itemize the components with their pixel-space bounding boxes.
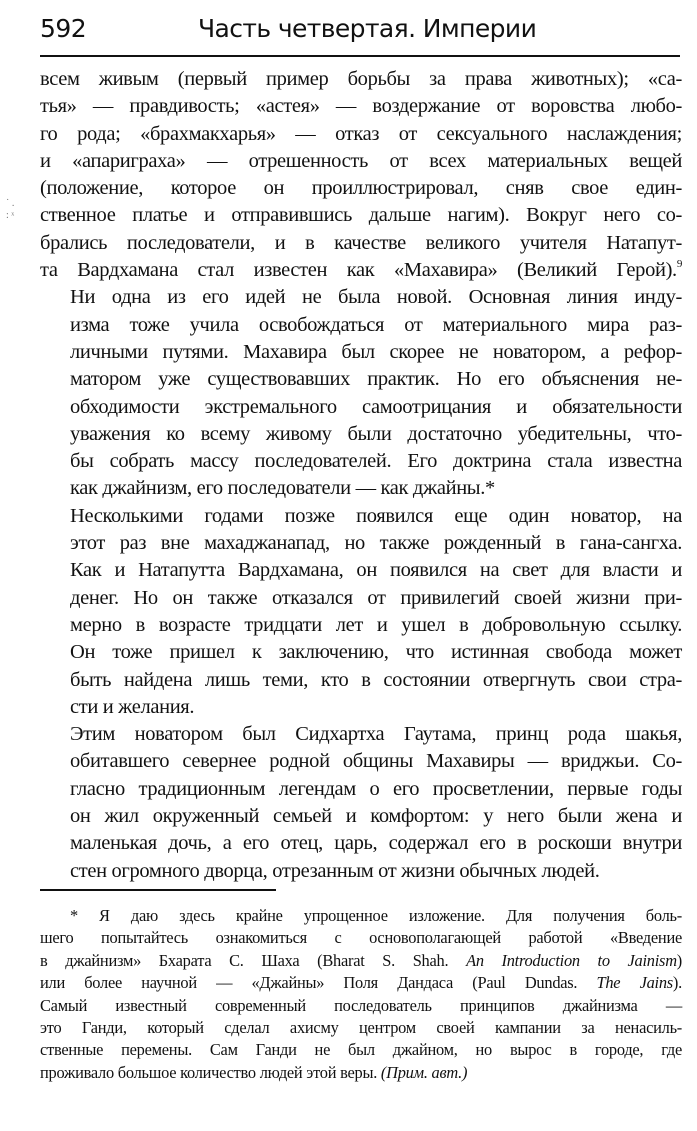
footnote-line xyxy=(40,972,682,994)
text-line: обитавшего севернее родной общины Махавиры — вриджьи. Со- xyxy=(70,750,682,773)
text-line: изма тоже учила освобождаться от материального мира раз- xyxy=(70,313,682,336)
text-line: Несколькими годами позже появился еще один новатор, на xyxy=(70,504,682,527)
endnote-reference: 9 xyxy=(676,258,682,271)
text-line: быть найдена лишь теми, кто в состоянии отвергнуть свои стра- xyxy=(70,668,682,691)
text-line: брались последователи, и в качестве великого учителя Натапут- xyxy=(40,231,682,254)
text-line: ственное платье и отправившись дальше нагим). Вокруг него со- xyxy=(40,204,682,227)
margin-scan-marks: ˙ . : ˣ xyxy=(6,198,15,221)
text-line: маленькая дочь, а его отец, царь, содержал его в роскоши внутри xyxy=(70,832,682,855)
text-line-content: та Вардхамана стал известен как «Махавира» (Великий Герой). xyxy=(40,259,677,282)
footnote-line: Самый известный современный последователь принципов джайнизма — xyxy=(40,995,682,1015)
text-line: Он тоже пришел к заключению, что истинная свобода может xyxy=(70,641,682,664)
text-line: сти и желания. xyxy=(70,695,195,718)
book-title: An Introduction to Jainism xyxy=(466,950,677,970)
text-line: личными путями. Махавира был скорее не новатором, а рефор- xyxy=(70,340,682,363)
paragraph-3 xyxy=(40,503,682,721)
footnote-line: шего попытайтесь ознакомиться с основополагающей работой «Введение xyxy=(40,928,682,948)
text-line: бы собрать массу последователей. Его доктрина стала известна xyxy=(70,450,682,473)
text-line: Этим новатором был Сидхартха Гаутама, принц рода шакья, xyxy=(70,723,682,746)
footnote-text: или более научной — «Джайны» Поля Дандаса (Paul Dundas. xyxy=(40,973,597,993)
paragraph-4 xyxy=(40,721,682,885)
text-line: Ни одна из его идей не была новой. Основная линия инду- xyxy=(70,286,682,309)
header-rule xyxy=(40,55,680,57)
book-title: The Jains xyxy=(596,973,673,993)
footnote-rule xyxy=(40,889,276,891)
paragraph-2 xyxy=(40,284,682,502)
text-line: этот раз вне махаджанапад, но также рожденный в гана-сангха. xyxy=(70,532,682,555)
footnote-line: * Я даю здесь крайне упрощенное изложение. Для получения боль- xyxy=(70,906,682,925)
text-line: стен огромного дворца, отрезанным от жизни обычных людей. xyxy=(70,859,600,882)
footnote xyxy=(40,905,682,1084)
text-line: обходимости экстремального самоотрицания и обязательности xyxy=(70,395,682,418)
text-line: гласно традиционным легендам о его просветлении, первые годы xyxy=(70,777,682,800)
text-line: всем живым (первый пример борьбы за права животных); «са- xyxy=(40,68,682,90)
text-line: и «апариграха» — отрешенность от всех материальных вещей xyxy=(40,149,682,172)
footnote-text: ) xyxy=(676,950,682,970)
footnote-line xyxy=(40,950,682,972)
running-head: Часть четвертая. Империи xyxy=(198,14,537,43)
author-note-mark: (Прим. авт.) xyxy=(380,1062,468,1082)
text-line: мерно в возрасте тридцати лет и ушел в добровольную ссылку. xyxy=(70,613,682,636)
footnote-text: ). xyxy=(672,973,682,993)
text-line: Как и Натапутта Вардхамана, он появился на свет для власти и xyxy=(70,559,682,582)
footnote-line: ственные перемены. Сам Ганди не был джайном, но вырос в городе, где xyxy=(40,1040,682,1060)
text-line: денег. Но он также отказался от привилегий своей жизни при- xyxy=(70,586,682,609)
paragraph-1 xyxy=(40,66,682,284)
text-line: матором уже существовавших практик. Но его объяснения не- xyxy=(70,368,682,391)
page-number: 592 xyxy=(40,14,87,43)
main-text xyxy=(40,66,682,885)
text-line: го рода; «брахмакхарья» — отказ от сексуального наслаждения; xyxy=(40,122,682,145)
footnote-text: проживало большое количество людей этой веры. xyxy=(40,1062,381,1082)
footnote-line xyxy=(40,1062,682,1084)
text-line: уважения ко всему живому были достаточно убедительны, что- xyxy=(70,422,682,445)
text-line: (положение, которое он проиллюстрировал, сняв свое един- xyxy=(40,177,682,200)
text-line: тья» — правдивость; «астея» — воздержание от воровства любо- xyxy=(40,95,682,118)
text-line xyxy=(40,257,682,284)
page-header xyxy=(40,8,680,52)
footnote-line: это Ганди, который сделал ахисму центром своей кампании за ненасиль- xyxy=(40,1018,682,1038)
text-line: он жил окруженный семьей и комфортом: у него были жена и xyxy=(70,805,682,828)
text-line: как джайнизм, его последователи — как джайны.* xyxy=(70,477,495,500)
footnote-text: в джайнизм» Бхарата С. Шаха (Bharat S. Shah. xyxy=(40,950,467,970)
